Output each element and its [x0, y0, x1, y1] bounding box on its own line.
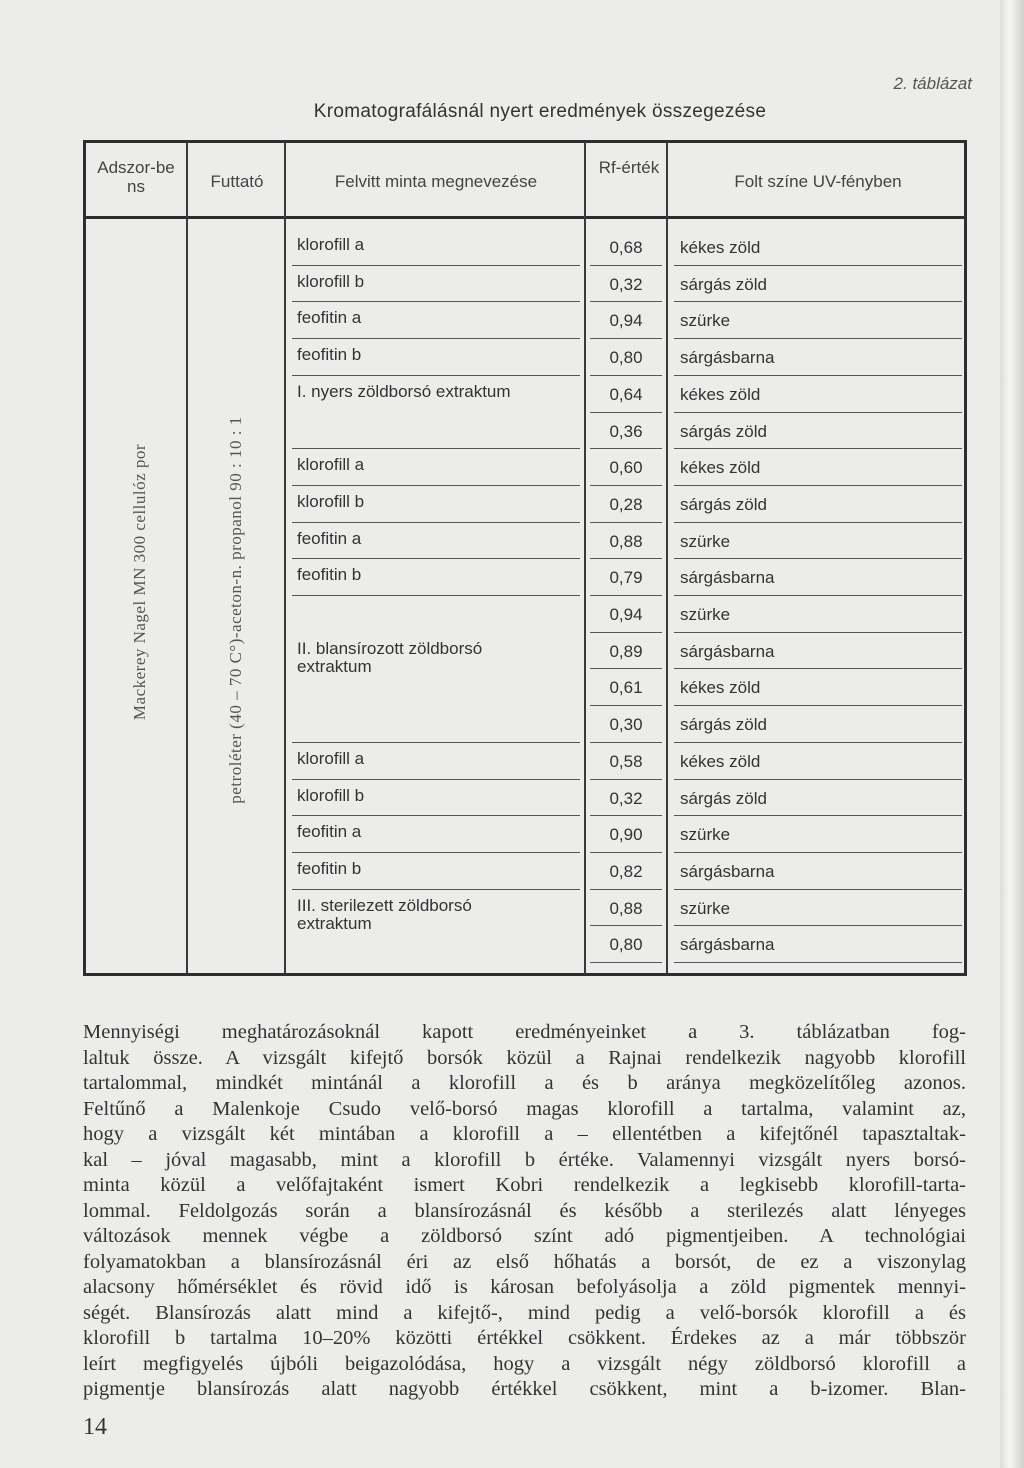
- paragraph-line: hogy a vizsgált két mintában a klorofill a – ellentétben a kifejtőnél tapasztaltak-: [83, 1123, 966, 1145]
- spot-color: sárgásbarna: [680, 861, 775, 881]
- spot-color: sárgás zöld: [680, 715, 767, 735]
- rf-value: 0,80: [609, 348, 643, 368]
- table-right-border: [964, 140, 967, 976]
- sample-rule: [292, 595, 580, 596]
- rf-rule: [590, 742, 662, 743]
- spot-color: sárgásbarna: [680, 568, 775, 588]
- header-rule: [86, 216, 967, 219]
- rf-value: 0,68: [609, 238, 643, 257]
- rf-value: 0,32: [609, 788, 643, 808]
- header-minta: Felvitt minta megnevezése: [334, 172, 538, 191]
- rf-value: 0,60: [609, 458, 643, 478]
- sample-rule: [292, 742, 580, 743]
- rf-value: 0,94: [609, 311, 643, 331]
- spot-color: kékes zöld: [680, 238, 761, 257]
- table-label: 2. táblázat: [893, 74, 972, 93]
- color-rule: [674, 485, 962, 486]
- color-rule: [674, 815, 962, 816]
- sample-name: feofitin a: [297, 822, 362, 842]
- rf-value: 0,61: [609, 678, 643, 698]
- sample-name: klorofill a: [297, 748, 365, 768]
- paragraph-line: lommal. Feldolgozás során a blansírozásnál és később a sterilezés alatt lényeges: [83, 1199, 966, 1222]
- sample-name: klorofill b: [297, 491, 365, 511]
- paragraph-line: változások mennek végbe a zöldborsó színt adó pigmentjeiben. A technológiai: [83, 1225, 966, 1247]
- header-futtato: Futtató: [210, 172, 264, 191]
- rf-rule: [590, 485, 662, 486]
- rf-value: 0,94: [609, 605, 643, 624]
- rf-rule: [590, 962, 662, 963]
- sample-name: klorofill a: [297, 235, 365, 254]
- color-rule: [674, 448, 962, 449]
- spot-color: szürke: [680, 605, 731, 624]
- color-rule: [674, 595, 962, 596]
- spot-color: kékes zöld: [680, 751, 761, 771]
- header-adszorbens-text: Adszor-bens: [97, 158, 175, 196]
- rf-value: 0,58: [609, 751, 643, 771]
- paragraph-line: minta közül a velőfajtaként ismert Kobri rendelkezik a legkisebb klorofill-tarta-: [83, 1174, 966, 1196]
- color-rule: [674, 889, 962, 890]
- header-adszorbens: [88, 158, 184, 196]
- rf-rule: [590, 558, 662, 559]
- spot-color: szürke: [680, 898, 731, 918]
- rf-rule: [590, 595, 662, 596]
- sample-name: feofitin b: [297, 858, 362, 878]
- paragraph-line: Mennyiségi meghatározásoknál kapott eredményeinket a 3. táblázatban fog-: [83, 1021, 966, 1043]
- rf-value: 0,80: [609, 935, 643, 955]
- spot-color: sárgás zöld: [680, 788, 767, 808]
- spot-color: sárgásbarna: [680, 641, 775, 661]
- page-edge: [1000, 0, 1024, 1468]
- paragraph-line: laltuk össze. A vizsgált kifejtő borsók közül a Rajnai rendelkezik nagyobb klorofill: [83, 1046, 966, 1069]
- table-title: Kromatografálásnál nyert eredmények összegezése: [313, 101, 767, 122]
- color-rule: [674, 375, 962, 376]
- sample-rule: [292, 889, 580, 890]
- spot-color: szürke: [680, 531, 731, 551]
- sample-name: klorofill b: [297, 785, 365, 805]
- rf-rule: [590, 448, 662, 449]
- futtato-value: petroléter (40 – 70 C°)-aceton-n. propanol 90 : 10 : 1: [226, 416, 245, 804]
- rf-rule: [590, 632, 662, 633]
- sample-name: II. blansírozott zöldborsó extraktum: [297, 638, 483, 676]
- rf-value: 0,88: [609, 531, 643, 551]
- col-sep-4: [666, 142, 668, 974]
- spot-color: szürke: [680, 825, 731, 845]
- paragraph-line: folyamatokban a blansírozásnál éri az első hőhatás a borsót, de ez a viszonylag: [83, 1250, 966, 1273]
- rf-rule: [590, 375, 662, 376]
- page-number: 14: [83, 1414, 107, 1440]
- rf-value: 0,28: [609, 494, 643, 514]
- paragraph-line: leírt megfigyelés újbóli beigazolódása, hogy a vizsgált négy zöldborsó klorofill a: [83, 1352, 966, 1375]
- rf-rule: [590, 925, 662, 926]
- spot-color: sárgás zöld: [680, 494, 767, 514]
- sample-name: klorofill b: [297, 271, 365, 291]
- color-rule: [674, 412, 962, 413]
- rf-rule: [590, 705, 662, 706]
- paragraph-line: klorofill b tartalma 10–20% közötti értékkel csökkent. Érdekes az a már többször: [83, 1327, 966, 1349]
- rf-rule: [590, 815, 662, 816]
- rf-value: 0,36: [609, 421, 643, 441]
- col-sep-2: [284, 142, 286, 974]
- sample-rule: [292, 485, 580, 486]
- rf-rule: [590, 338, 662, 339]
- color-rule: [674, 265, 962, 266]
- sample-rule: [292, 558, 580, 559]
- spot-color: sárgásbarna: [680, 935, 775, 955]
- sample-rule: [292, 522, 580, 523]
- rf-value: 0,30: [609, 715, 643, 735]
- rf-rule: [590, 265, 662, 266]
- sample-name: I. nyers zöldborsó extraktum: [297, 381, 511, 401]
- paragraph-line: alacsony hőmérséklet és rövid idő is károsan befolyásolja a zöld pigmentek mennyi-: [83, 1276, 966, 1298]
- color-rule: [674, 301, 962, 302]
- color-rule: [674, 742, 962, 743]
- col-sep-1: [186, 142, 188, 974]
- sample-name: feofitin a: [297, 308, 362, 328]
- sample-rule: [292, 779, 580, 780]
- spot-color: sárgásbarna: [680, 348, 775, 368]
- spot-color: kékes zöld: [680, 458, 761, 478]
- rf-value: 0,82: [609, 861, 643, 881]
- rf-value: 0,88: [609, 898, 643, 918]
- sample-name: klorofill a: [297, 455, 365, 475]
- sample-rule: [292, 265, 580, 266]
- color-rule: [674, 925, 962, 926]
- spot-color: sárgás zöld: [680, 274, 767, 294]
- rf-rule: [590, 889, 662, 890]
- color-rule: [674, 852, 962, 853]
- rf-value: 0,90: [609, 825, 643, 845]
- paragraph-line: ségét. Blansírozás alatt mind a kifejtő-, mind pedig a velő-borsók klorofill a és: [83, 1301, 966, 1324]
- rf-rule: [590, 301, 662, 302]
- color-rule: [674, 962, 962, 963]
- rf-value: 0,32: [609, 274, 643, 294]
- rf-value: 0,64: [609, 384, 643, 404]
- sample-rule: [292, 448, 580, 449]
- paragraph-line: tartalommal, mindkét mintánál a klorofill a és b aránya megközelítőleg azonos.: [83, 1072, 966, 1094]
- col-sep-3: [584, 142, 586, 974]
- color-rule: [674, 558, 962, 559]
- color-rule: [674, 705, 962, 706]
- color-rule: [674, 668, 962, 669]
- adszorbens-value: Mackerey Nagel MN 300 cellulóz por: [130, 443, 149, 721]
- color-rule: [674, 779, 962, 780]
- sample-name: III. sterilezett zöldborsó extraktum: [297, 895, 472, 933]
- spot-color: szürke: [680, 311, 731, 331]
- paragraph-line: kal – jóval magasabb, mint a klorofill b értéke. Valamennyi vizsgált nyers borsó-: [83, 1148, 966, 1171]
- header-rf: Rf-érték: [598, 158, 660, 177]
- rf-rule: [590, 779, 662, 780]
- sample-rule: [292, 338, 580, 339]
- rf-rule: [590, 522, 662, 523]
- sample-name: feofitin b: [297, 565, 362, 585]
- sample-rule: [292, 375, 580, 376]
- rf-value: 0,79: [609, 568, 643, 588]
- sample-rule: [292, 301, 580, 302]
- rf-value: 0,89: [609, 641, 643, 661]
- color-rule: [674, 522, 962, 523]
- spot-color: sárgás zöld: [680, 421, 767, 441]
- spot-color: kékes zöld: [680, 384, 761, 404]
- spot-color: kékes zöld: [680, 678, 761, 698]
- color-rule: [674, 338, 962, 339]
- body-paragraph: [83, 1020, 966, 1403]
- sample-name: feofitin a: [297, 528, 362, 548]
- color-rule: [674, 632, 962, 633]
- sample-rule: [292, 852, 580, 853]
- header-folt: Folt színe UV-fényben: [734, 172, 902, 191]
- paragraph-line: pigmentje blansírozás alatt nagyobb értékkel csökkent, mint a b-izomer. Blan-: [83, 1378, 966, 1400]
- sample-rule: [292, 815, 580, 816]
- rf-rule: [590, 412, 662, 413]
- sample-name: feofitin b: [297, 345, 362, 365]
- rf-rule: [590, 852, 662, 853]
- paragraph-line: Feltűnő a Malenkoje Csudo velő-borsó magas klorofill a tartalma, valamint az,: [83, 1097, 966, 1120]
- rf-rule: [590, 668, 662, 669]
